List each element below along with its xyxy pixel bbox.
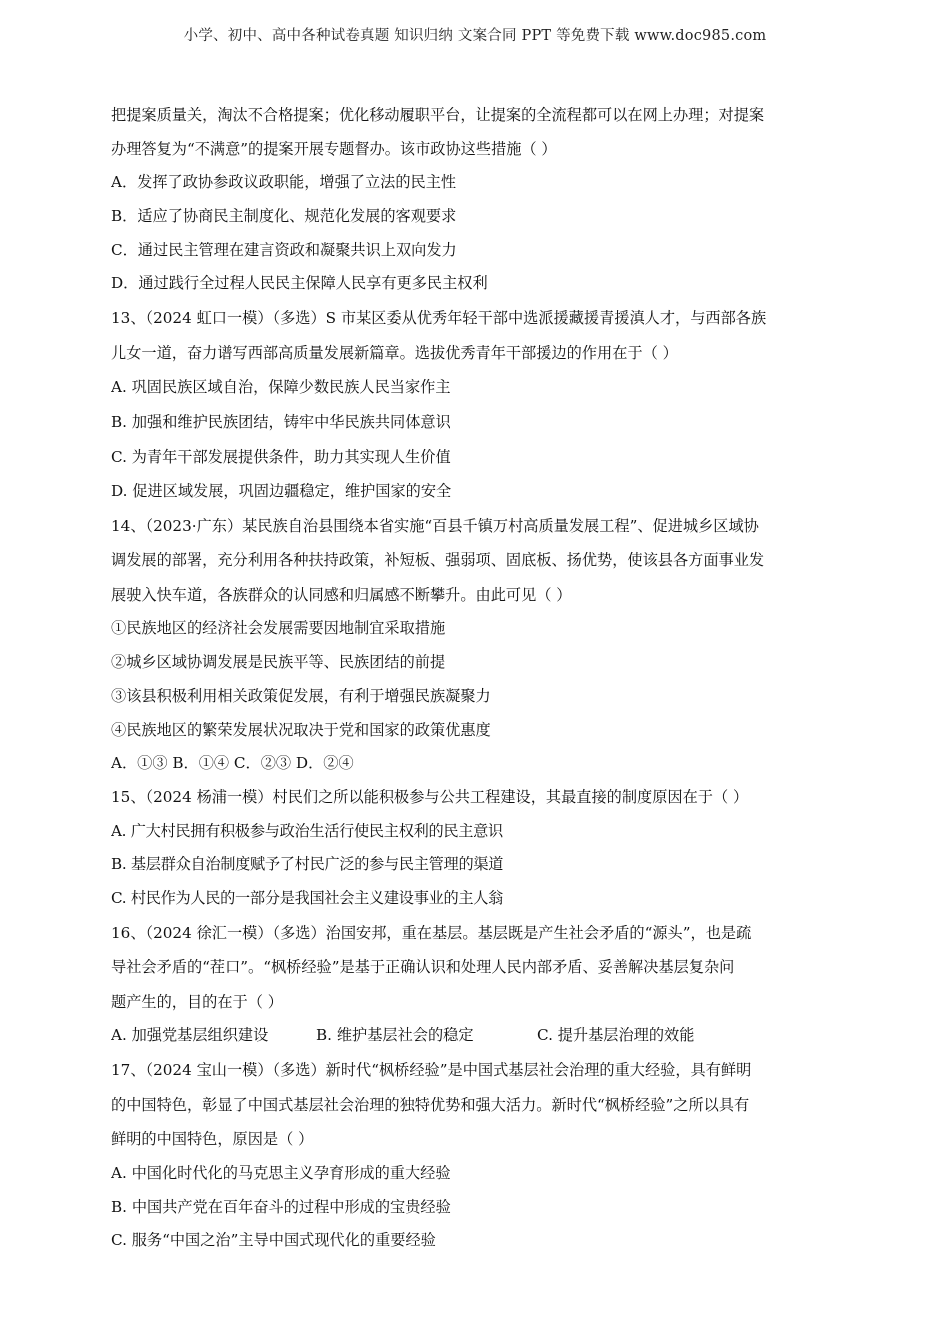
option-b: B．适应了协商民主制度化、规范化发展的客观要求 [111, 207, 457, 226]
statement-4: ④民族地区的繁荣发展状况取决于党和国家的政策优惠度 [111, 720, 491, 739]
statement-1: ①民族地区的经济社会发展需要因地制宜采取措施 [111, 619, 446, 638]
option-a: A．发挥了政协参政议政职能，增强了立法的民主性 [111, 173, 457, 192]
question-stem: 15、（2024 杨浦一模）村民们之所以能积极参与公共工程建设，其最直接的制度原因在于（ ） [111, 787, 749, 806]
question-15 [111, 781, 847, 916]
question-14 [111, 509, 847, 781]
question-stem: 导社会矛盾的“茬口”。“枫桥经验”是基于正确认识和处理人民内部矛盾、妥善解决基层复杂问 [111, 958, 735, 977]
question-stem: 13、（2024 虹口一模）（多选）S 市某区委从优秀年轻干部中选派援藏援青援滇人才，与西部各族 [111, 309, 767, 328]
question-stem: 把提案质量关，淘汰不合格提案；优化移动履职平台，让提案的全流程都可以在网上办理；对提案 [111, 106, 765, 124]
question-stem: 17、（2024 宝山一模）（多选）新时代“枫桥经验”是中国式基层社会治理的重大经验，具有鲜明 [111, 1061, 752, 1080]
question-12 [111, 99, 847, 301]
question-stem: 题产生的，目的在于（ ） [111, 992, 283, 1011]
option-d: D. 促进区域发展，巩固边疆稳定，维护国家的安全 [111, 482, 452, 501]
option-a: A. 中国化时代化的马克思主义孕育形成的重大经验 [111, 1163, 451, 1182]
options-line [111, 1019, 847, 1053]
question-stem: 16、（2024 徐汇一模）（多选）治国安邦，重在基层。基层既是产生社会矛盾的“源头”，也是疏 [111, 923, 752, 942]
question-stem: 鲜明的中国特色，原因是（ ） [111, 1130, 314, 1149]
option-d: D．通过践行全过程人民民主保障人民享有更多民主权利 [111, 274, 488, 293]
statement-3: ③该县积极利用相关政策促发展，有利于增强民族凝聚力 [111, 686, 491, 705]
document-body [111, 99, 847, 1258]
option-c: C. 提升基层治理的效能 [537, 1026, 695, 1045]
question-17 [111, 1053, 847, 1258]
question-stem: 调发展的部署，充分利用各种扶持政策，补短板、强弱项、固底板、扬优势，使该县各方面事业发 [111, 551, 765, 570]
question-stem: 儿女一道，奋力谱写西部高质量发展新篇章。选拔优秀青年干部援边的作用在于（ ） [111, 343, 678, 362]
option-a: A. 广大村民拥有积极参与政治生活行使民主权利的民主意识 [111, 821, 503, 840]
options-line: A．①③ B．①④ C．②③ D．②④ [111, 754, 354, 773]
option-b: B. 基层群众自治制度赋予了村民广泛的参与民主管理的渠道 [111, 855, 504, 874]
option-c: C. 服务“中国之治”主导中国式现代化的重要经验 [111, 1231, 436, 1250]
option-a: A. 巩固民族区域自治，保障少数民族人民当家作主 [111, 378, 451, 397]
question-stem: 的中国特色，彰显了中国式基层社会治理的独特优势和强大活力。新时代“枫桥经验”之所以具有 [111, 1095, 750, 1114]
question-stem: 展驶入快车道，各族群众的认同感和归属感不断攀升。由此可见（ ） [111, 585, 572, 604]
option-c: C. 为青年干部发展提供条件，助力其实现人生价值 [111, 447, 451, 466]
statement-2: ②城乡区域协调发展是民族平等、民族团结的前提 [111, 653, 446, 672]
question-16 [111, 916, 847, 1053]
option-a: A. 加强党基层组织建设 [111, 1026, 269, 1045]
page-header: 小学、初中、高中各种试卷真题 知识归纳 文案合同 PPT 等免费下载 www.doc985.com [183, 28, 767, 44]
option-b: B. 维护基层社会的稳定 [316, 1026, 474, 1045]
option-b: B. 中国共产党在百年奋斗的过程中形成的宝贵经验 [111, 1197, 451, 1216]
question-stem: 办理答复为“不满意”的提案开展专题督办。该市政协这些措施（ ） [111, 139, 557, 158]
option-c: C．通过民主管理在建言资政和凝聚共识上双向发力 [111, 240, 457, 259]
question-stem: 14、（2023·广东）某民族自治县围绕本省实施“百县千镇万村高质量发展工程”、促进城乡区域协 [111, 516, 759, 535]
option-c: C. 村民作为人民的一部分是我国社会主义建设事业的主人翁 [111, 888, 504, 907]
question-13 [111, 301, 847, 509]
option-b: B. 加强和维护民族团结，铸牢中华民族共同体意识 [111, 412, 451, 431]
